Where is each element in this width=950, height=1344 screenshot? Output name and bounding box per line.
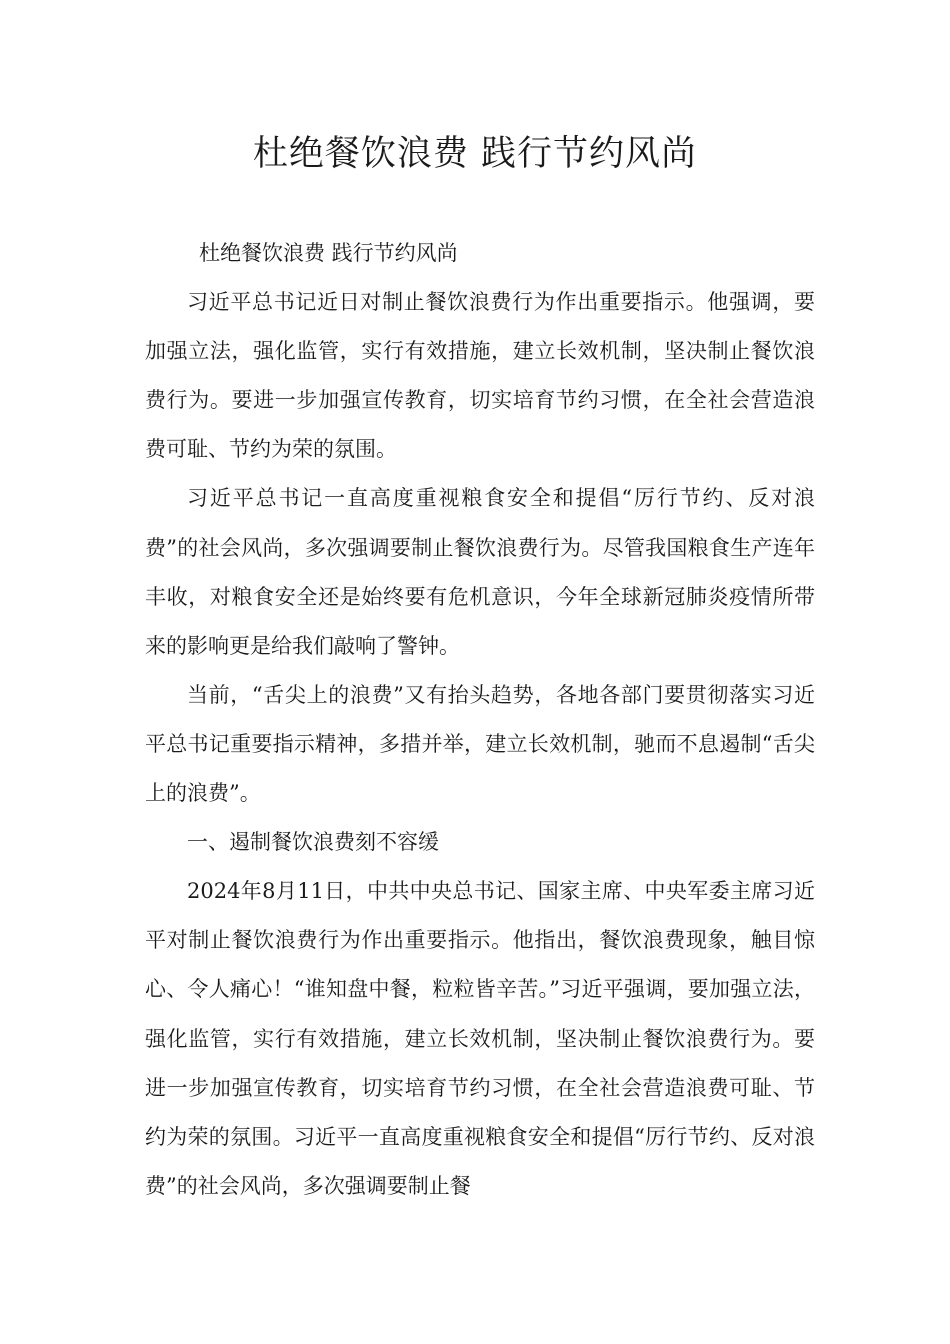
body-paragraph: 习近平总书记近日对制止餐饮浪费行为作出重要指示。他强调，要加强立法，强化监管，实行有效措施，建立长效机制，坚决制止餐饮浪费行为。要进一步加强宣传教育，切实培育节约习惯，在全社会营造浪费可耻、节约为荣的氛围。 <box>145 290 815 462</box>
document-title: 杜绝餐饮浪费 践行节约风尚 <box>252 134 698 174</box>
document-body <box>145 229 815 1211</box>
body-paragraph: 2024年8月11日，中共中央总书记、国家主席、中央军委主席习近平对制止餐饮浪费行为作出重要指示。他指出，餐饮浪费现象，触目惊心、令人痛心！“谁知盘中餐，粒粒皆辛苦。”习近平强调，要加强立法，强化监管，实行有效措施，建立长效机制，坚决制止餐饮浪费行为。要进一步加强宣传教育，切实培育节约习惯，在全社会营造浪费可耻、节约为荣的氛围。习近平一直高度重视粮食安全和提倡“厉行节约、反对浪费”的社会风尚，多次强调要制止餐 <box>145 879 815 1198</box>
body-paragraph: 习近平总书记一直高度重视粮食安全和提倡“厉行节约、反对浪费”的社会风尚，多次强调要制止餐饮浪费行为。尽管我国粮食生产连年丰收，对粮食安全还是始终要有危机意识，今年全球新冠肺炎疫情所带来的影响更是给我们敲响了警钟。 <box>145 486 815 658</box>
body-paragraph: 当前，“舌尖上的浪费”又有抬头趋势，各地各部门要贯彻落实习近平总书记重要指示精神，多措并举，建立长效机制，驰而不息遏制“舌尖上的浪费”。 <box>145 682 815 806</box>
section-heading: 一、遏制餐饮浪费刻不容缓 <box>187 830 439 855</box>
subtitle-paragraph: 杜绝餐饮浪费 践行节约风尚 <box>199 241 458 265</box>
